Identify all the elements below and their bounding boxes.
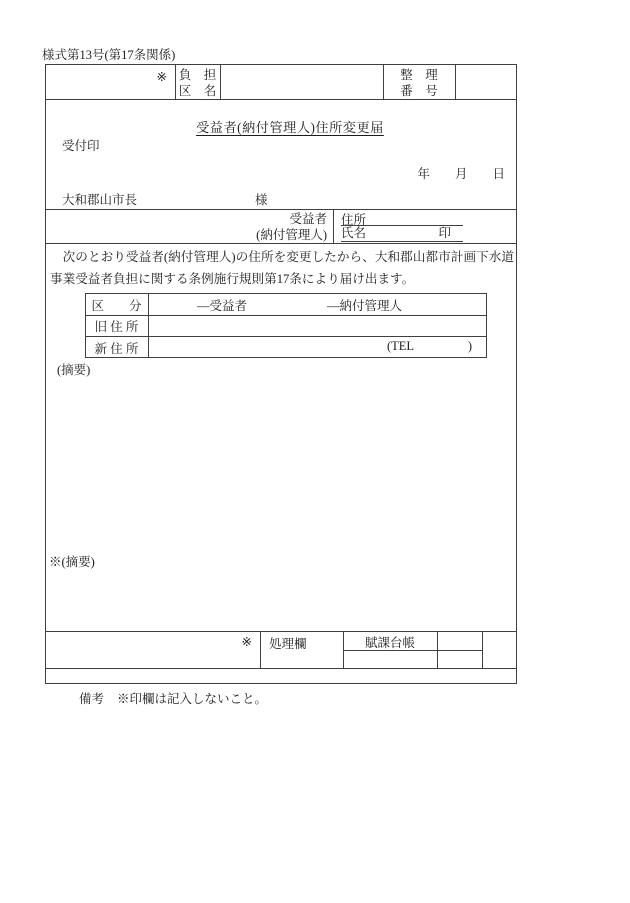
burden-zone-value-cell [221, 65, 382, 98]
old-address-value-cell [149, 316, 486, 335]
serial-number-value-cell [456, 65, 516, 98]
tel-field [387, 339, 472, 354]
form-title-wrap [45, 117, 517, 136]
tel-close: ) [467, 339, 472, 353]
seal-label: 印 [438, 226, 451, 240]
beneficiary-option: ―受益者 [197, 299, 248, 313]
ledger-value-cell [438, 632, 482, 650]
reception-stamp-label: 受付印 [62, 139, 100, 153]
body-paragraph: 次のとおり受益者(納付管理人)の住所を変更したから、大和郡山都市計画下水道事業受益者負担に関する条例施行規則第17条により届け出ます。 [50, 250, 514, 286]
burden-zone-label-line2: 区 名 [178, 83, 217, 98]
abstract-label: (摘要) [57, 363, 91, 377]
serial-number-label-line2: 番 号 [400, 83, 438, 98]
old-address-label: 旧 住 所 [94, 320, 139, 334]
processing-divider-4 [482, 631, 483, 668]
burden-zone-label [175, 68, 220, 99]
serial-number-label-line1: 整 理 [400, 68, 438, 82]
rule-below-processing-row [45, 668, 517, 669]
applicant-label-line1: 受益者 [289, 212, 327, 226]
rule-below-applicant-row [45, 243, 517, 244]
addressee: 大和郡山市長 [62, 193, 138, 207]
applicant-address-label: 住所 [341, 213, 367, 227]
rule-under-header-row [45, 99, 517, 100]
change-table-rule-2 [85, 336, 487, 337]
serial-number-label [383, 68, 455, 99]
remarks-text: ※印欄は記入しないこと。 [117, 692, 268, 706]
new-address-label: 新 住 所 [94, 342, 139, 356]
category-label: 区 分 [91, 299, 142, 313]
burden-zone-label-line1: 負 担 [178, 68, 217, 82]
header-asterisk: ※ [156, 70, 167, 84]
form-title: 受益者(納付管理人)住所変更届 [196, 120, 384, 135]
ledger-label: 賦課台帳 [364, 636, 415, 650]
remarks [79, 689, 267, 707]
abstract-required-label: ※(摘要) [49, 555, 95, 569]
tel-open: (TEL [387, 339, 415, 353]
processing-asterisk: ※ [241, 635, 252, 649]
applicant-name-label: 氏名 [341, 226, 367, 240]
applicant-label [45, 211, 327, 243]
applicant-name-field [341, 226, 463, 242]
form-caption: 様式第13号(第17条関係) [42, 48, 176, 62]
processing-label: 処理欄 [269, 637, 307, 651]
processing-divider-1 [260, 631, 261, 668]
date-line: 年 月 日 [417, 167, 505, 181]
manager-option: ―納付管理人 [327, 299, 403, 313]
form-outer-border [45, 64, 517, 684]
remarks-label: 備考 [79, 692, 105, 706]
addressee-suffix: 様 [255, 193, 268, 207]
applicant-label-line2: (納付管理人) [256, 228, 327, 242]
applicant-divider [333, 209, 334, 243]
